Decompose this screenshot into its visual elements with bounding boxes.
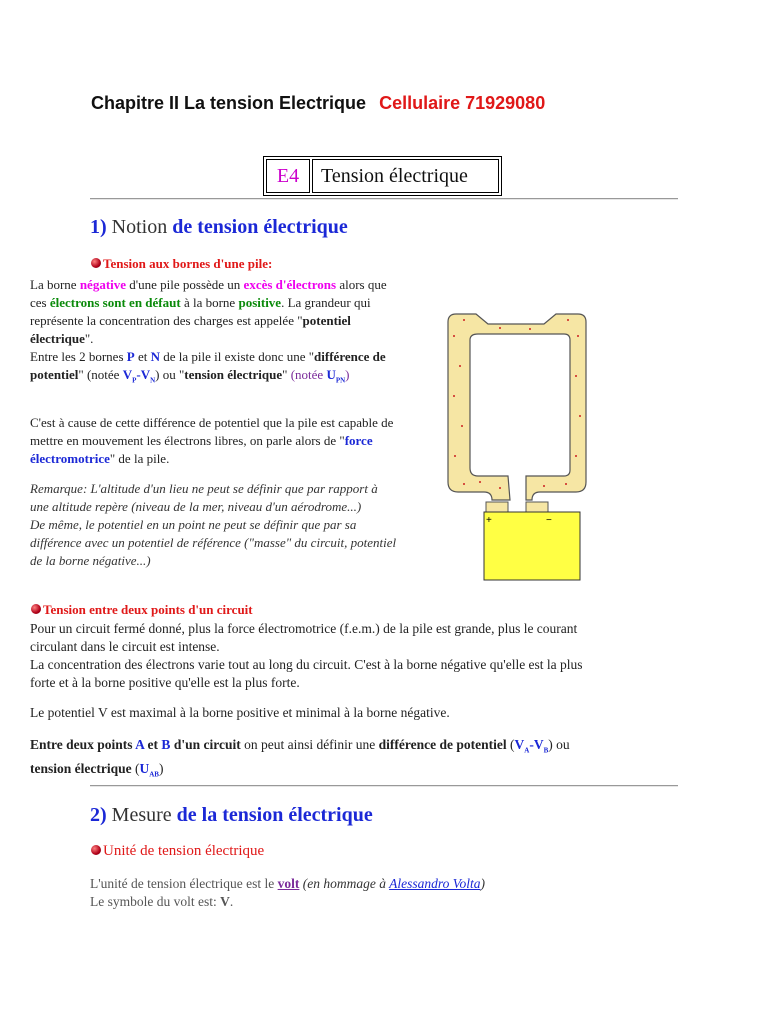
- bullet-icon: [91, 845, 101, 855]
- minus-sign: −: [546, 515, 552, 526]
- section-number: 1): [90, 216, 107, 238]
- section-2-heading: [90, 804, 373, 827]
- phone-number: Cellulaire 71929080: [379, 93, 546, 113]
- battery-body: [484, 512, 580, 580]
- section-number: 2): [90, 804, 107, 826]
- exercise-code: E4: [266, 159, 310, 193]
- remark: Remarque: L'altitude d'un lieu ne peut se définir que par rapport à une altitude repère (niveau de la mer, niveau d'un aérodrome...) De même, le potentiel en un point ne peut se définir que par sa différence avec un potentiel de référence ("masse" du circuit, potentiel de la borne négative...): [30, 481, 397, 568]
- exercise-title: Tension électrique: [312, 159, 499, 193]
- conductor-wire: [448, 314, 586, 500]
- chapter-title: Chapitre II La tension Electrique: [91, 93, 367, 113]
- paragraph-potential: Le potentiel V est maximal à la borne positive et minimal à la borne négative.: [30, 705, 450, 720]
- section-rest: de la tension électrique: [176, 804, 373, 826]
- page-header: [91, 93, 545, 114]
- subheading-unit: Unité de tension électrique: [91, 843, 264, 860]
- paragraph-unit: L'unité de tension électrique est le volt (en hommage à Alessandro Volta) Le symbole du volt est: V.: [90, 876, 485, 909]
- divider: [90, 785, 678, 787]
- exercise-box: [263, 156, 502, 196]
- section-1-heading: [90, 216, 348, 239]
- volt-link[interactable]: volt: [277, 876, 300, 891]
- divider: [90, 198, 678, 200]
- battery-circuit-diagram: [440, 306, 596, 582]
- section-word: Notion: [111, 216, 168, 238]
- bullet-icon: [91, 258, 101, 268]
- negative-terminal: [486, 502, 508, 512]
- section-rest: de tension électrique: [172, 216, 348, 238]
- subheading-pile: Tension aux bornes d'une pile:: [91, 256, 272, 272]
- paragraph-fem: C'est à cause de cette différence de potentiel que la pile est capable de mettre en mouvement les électrons libres, on parle alors de "force électromotrice" de la pile.: [30, 415, 394, 466]
- volta-link[interactable]: Alessandro Volta: [389, 876, 481, 891]
- bullet-icon: [31, 604, 41, 614]
- electron-dots: [453, 319, 581, 489]
- subheading-circuit: Tension entre deux points d'un circuit: [31, 602, 253, 618]
- section-word: Mesure: [111, 804, 172, 826]
- plus-sign: +: [486, 515, 492, 526]
- paragraph-pile: La borne négative d'une pile possède un excès d'électrons alors que ces électrons sont en défaut à la borne positive. La grandeur qui représente la concentration des charges est appelée "potentiel électrique". Entre les 2 bornes P et N de la pile il existe donc une "différence de potentiel" (notée $V_P-V_N$) ou "tension électrique" (notée $U_{PN}$): [30, 277, 387, 385]
- paragraph-circuit: Pour un circuit fermé donné, plus la force électromotrice (f.e.m.) de la pile est grande, plus le courant circulant dans le circuit est intense. La concentration des électrons varie tout au long du circuit. C'est à la borne négative qu'elle est la plus forte et à la borne positive qu'elle est la plus forte.: [30, 621, 583, 690]
- paragraph-points: Entre deux points A et B d'un circuit on peut ainsi définir une différence de potentiel $(V_A-V_B)$ ou tension électrique $(U_{AB})$: [30, 737, 570, 779]
- positive-terminal: [526, 502, 548, 512]
